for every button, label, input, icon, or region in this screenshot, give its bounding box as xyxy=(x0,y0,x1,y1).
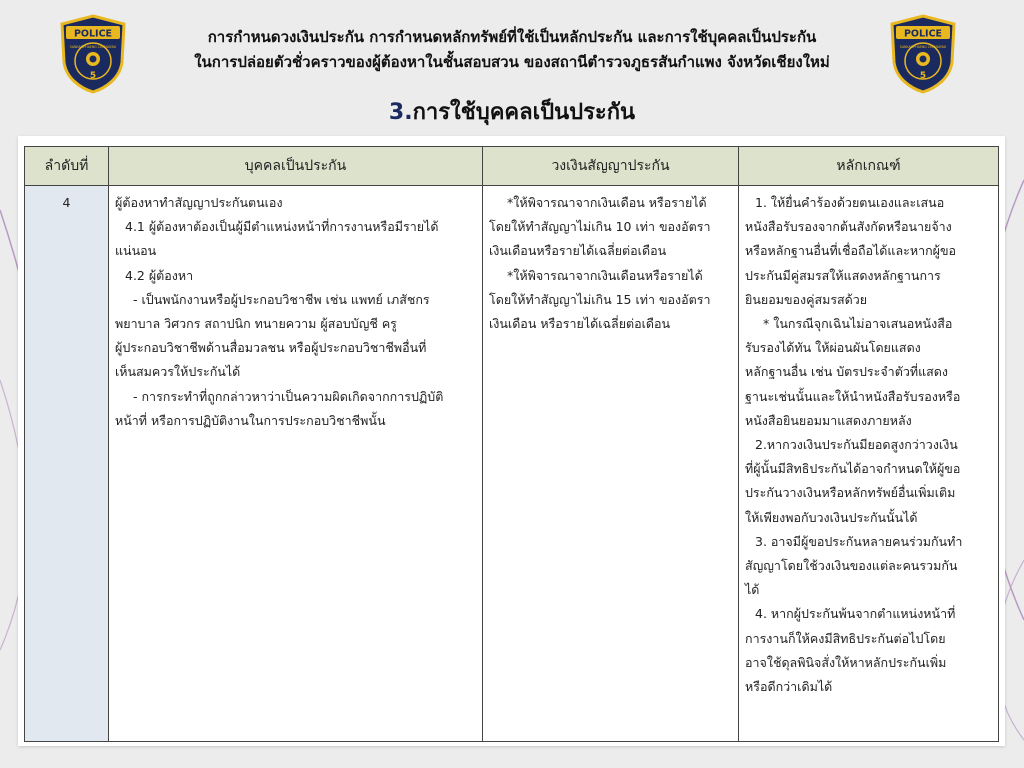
police-badge-logo xyxy=(888,14,958,94)
amount-line: โดยให้ทำสัญญาไม่เกิน 10 เท่า ของอัตรา xyxy=(489,219,711,235)
person-line: - เป็นพนักงานหรือผู้ประกอบวิชาชีพ เช่น แพทย์ เภสัชกร xyxy=(133,291,430,307)
criteria-line: หรือดีกว่าเดิมได้ xyxy=(745,679,833,695)
person-line: พยาบาล วิศวกร สถาปนิก ทนายความ ผู้สอบบัญชี ครู xyxy=(115,316,397,332)
header-amount: วงเงินสัญญาประกัน xyxy=(483,147,739,186)
criteria-line: ที่ผู้นั้นมีสิทธิประกันได้อาจกำหนดให้ผู้ขอ xyxy=(745,461,961,477)
person-line: แน่นอน xyxy=(115,243,157,259)
header-criteria: หลักเกณฑ์ xyxy=(739,147,999,186)
amount-line: *ให้พิจารณาจากเงินเดือนหรือรายได้ xyxy=(507,267,703,283)
section-number: 3. xyxy=(388,100,413,125)
criteria-line: 3. อาจมีผู้ขอประกันหลายคนร่วมกันทำ xyxy=(755,533,963,549)
criteria-line: การงานก็ให้คงมีสิทธิประกันต่อไปโดย xyxy=(745,630,946,646)
person-line: ผู้ต้องหาทำสัญญาประกันตนเอง xyxy=(115,195,283,210)
cell-person xyxy=(109,186,483,742)
criteria-line: 2.หากวงเงินประกันมียอดสูงกว่าวงเงิน xyxy=(755,437,958,453)
badge-number: 5 xyxy=(919,71,927,81)
criteria-table-card xyxy=(18,136,1005,746)
badge-ring-text: SANKAMPHAENG CHIANGMAI xyxy=(69,45,117,49)
amount-line: เงินเดือน หรือรายได้เฉลี่ยต่อเดือน xyxy=(489,316,671,332)
criteria-line: ให้เพียงพอกับวงเงินประกันนั้นได้ xyxy=(745,509,918,525)
page-title xyxy=(140,25,884,75)
page-header xyxy=(0,0,1024,90)
person-line: 4.1 ผู้ต้องหาต้องเป็นผู้มีตำแหน่งหน้าที่การงานหรือมีรายได้ xyxy=(125,219,439,235)
person-line: ผู้ประกอบวิชาชีพด้านสื่อมวลชน หรือผู้ประกอบวิชาชีพอื่นที่ xyxy=(115,340,427,356)
badge-ring-text: SANKAMPHAENG CHIANGMAI xyxy=(899,45,947,49)
criteria-line: รับรองได้ทัน ให้ผ่อนผันโดยแสดง xyxy=(745,340,921,356)
criteria-line: ได้ xyxy=(745,582,760,598)
header-person: บุคคลเป็นประกัน xyxy=(109,147,483,186)
criteria-line: สัญญาโดยใช้วงเงินของแต่ละคนรวมกัน xyxy=(745,558,958,574)
criteria-line: ยินยอมของคู่สมรสด้วย xyxy=(745,291,868,307)
person-line: 4.2 ผู้ต้องหา xyxy=(125,267,194,283)
criteria-line: หลักฐานอื่น เช่น บัตรประจำตัวที่แสดง xyxy=(745,364,948,380)
table-header-row xyxy=(25,147,999,186)
criteria-line: ประกันวางเงินหรือหลักทรัพย์อื่นเพิ่มเติม xyxy=(745,485,956,501)
criteria-line: ประกันมีคู่สมรสให้แสดงหลักฐานการ xyxy=(745,267,941,283)
criteria-line: * ในกรณีจุกเฉินไม่อาจเสนอหนังสือ xyxy=(763,316,953,332)
criteria-line: ฐานะเช่นนั้นและให้นำหนังสือรับรองหรือ xyxy=(745,388,961,404)
section-title: การใช้บุคคลเป็นประกัน xyxy=(412,100,636,125)
criteria-line: หนังสือรับรองจากต้นสังกัดหรือนายจ้าง xyxy=(745,219,952,235)
cell-no: 4 xyxy=(25,186,109,742)
criteria-line: อาจใช้ดุลพินิจสั่งให้หาหลักประกันเพิ่ม xyxy=(745,654,947,670)
person-line: เห็นสมควรให้ประกันได้ xyxy=(115,364,241,380)
badge-top-text: POLICE xyxy=(73,28,113,40)
criteria-line: หนังสือยินยอมมาแสดงภายหลัง xyxy=(745,412,912,428)
criteria-line: 4. หากผู้ประกันพ้นจากตำแหน่งหน้าที่ xyxy=(755,606,956,622)
amount-line: โดยให้ทำสัญญาไม่เกิน 15 เท่า ของอัตรา xyxy=(489,291,711,307)
person-line: - การกระทำที่ถูกกล่าวหาว่าเป็นความผิดเกิดจากการปฏิบัติ xyxy=(133,388,444,404)
criteria-line: 1. ให้ยื่นคำร้องด้วยตนเองและเสนอ xyxy=(755,195,945,210)
criteria-line: หรือหลักฐานอื่นที่เชื่อถือได้และหากผู้ขอ xyxy=(745,243,957,259)
section-heading xyxy=(0,94,1024,129)
cell-criteria xyxy=(739,186,999,742)
table-row xyxy=(25,186,999,742)
criteria-table xyxy=(24,146,999,742)
badge-number: 5 xyxy=(89,71,97,81)
person-line: หน้าที่ หรือการปฏิบัติงานในการประกอบวิชาชีพนั้น xyxy=(115,412,386,428)
title-line-1: การกำหนดวงเงินประกัน การกำหนดหลักทรัพย์ที่ใช้เป็นหลักประกัน และการใช้บุคคลเป็นประกัน xyxy=(207,28,817,46)
amount-line: *ให้พิจารณาจากเงินเดือน หรือรายได้ xyxy=(507,195,707,210)
badge-top-text: POLICE xyxy=(903,28,943,40)
title-line-2: ในการปล่อยตัวชั่วคราวของผู้ต้องหาในชั้นสอบสวน ของสถานีตำรวจภูธรสันกำแพง จังหวัดเชียงใหม่ xyxy=(194,53,830,71)
header-no: ลำดับที่ xyxy=(25,147,109,186)
police-badge-logo xyxy=(58,14,128,94)
amount-line: เงินเดือนหรือรายได้เฉลี่ยต่อเดือน xyxy=(489,243,667,259)
cell-amount xyxy=(483,186,739,742)
